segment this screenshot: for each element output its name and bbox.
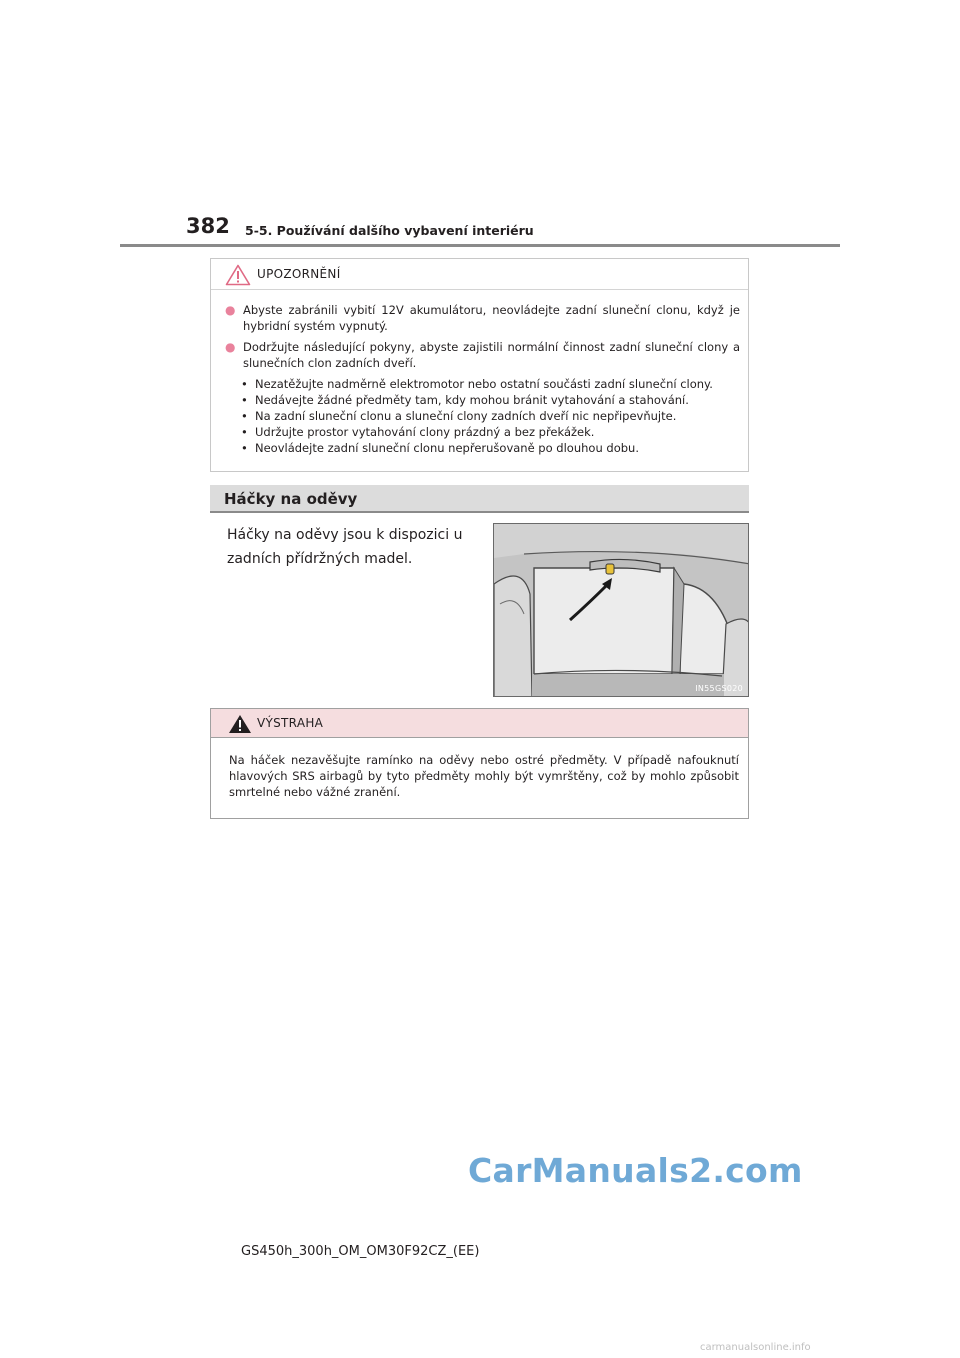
section-heading <box>210 485 749 513</box>
caution-item <box>225 339 740 371</box>
caution-subitems <box>241 376 713 456</box>
caution-item-text: Dodržujte následující pokyny, abyste zajistili normální činnost zadní sluneční clony a slunečních clon zadních dveří. <box>243 340 740 370</box>
caution-item <box>225 302 740 334</box>
caution-subitem: • Udržujte prostor vytahování clony prázdný a bez překážek. <box>241 425 595 439</box>
clothes-hook-illustration <box>493 523 749 697</box>
caution-subitem: • Neovládejte zadní sluneční clonu nepřerušovaně po dlouhou dobu. <box>241 441 639 455</box>
bullet-dot-icon: ● <box>225 303 236 317</box>
caution-header <box>211 259 748 290</box>
watermark-bottom: carmanualsonline.info <box>700 1342 811 1353</box>
warning-triangle-icon <box>228 714 252 734</box>
caution-triangle-icon <box>225 264 251 286</box>
caution-subitem: • Na zadní sluneční clonu a sluneční clony zadních dveří nic nepřipevňujte. <box>241 409 677 423</box>
warning-label: VÝSTRAHA <box>257 716 324 730</box>
warning-box <box>210 708 749 819</box>
caution-subitem: • Nedávejte žádné předměty tam, kdy mohou bránit vytahování a stahování. <box>241 393 689 407</box>
car-interior-drawing <box>494 524 749 697</box>
caution-box <box>210 258 749 472</box>
caution-label: UPOZORNĚNÍ <box>257 267 341 281</box>
header-rule <box>120 244 840 247</box>
section-heading-text: Háčky na oděvy <box>224 490 358 508</box>
watermark-logo: CarManuals2.com <box>468 1151 803 1190</box>
body-paragraph: Háčky na oděvy jsou k dispozici u zadních přídržných madel. <box>227 527 463 567</box>
page-number: 382 <box>186 214 230 238</box>
document-code: GS450h_300h_OM_OM30F92CZ_(EE) <box>241 1244 480 1259</box>
illustration-code: IN55GS020 <box>695 684 743 693</box>
section-title: 5-5. Používání dalšího vybavení interiéru <box>245 223 534 238</box>
caution-subitem: • Nezatěžujte nadměrně elektromotor nebo ostatní součásti zadní sluneční clony. <box>241 377 713 391</box>
caution-item-text: Abyste zabránili vybití 12V akumulátoru, neovládejte zadní sluneční clonu, když je hybridní systém vypnutý. <box>243 303 740 333</box>
warning-header <box>211 709 748 738</box>
bullet-dot-icon: ● <box>225 340 236 354</box>
warning-text: Na háček nezavěšujte ramínko na oděvy nebo ostré předměty. V případě nafouknutí hlavových SRS airbagů by tyto předměty mohly být vymrštěny, což by mohlo způsobit smrtelné nebo vážné zranění. <box>229 753 739 799</box>
